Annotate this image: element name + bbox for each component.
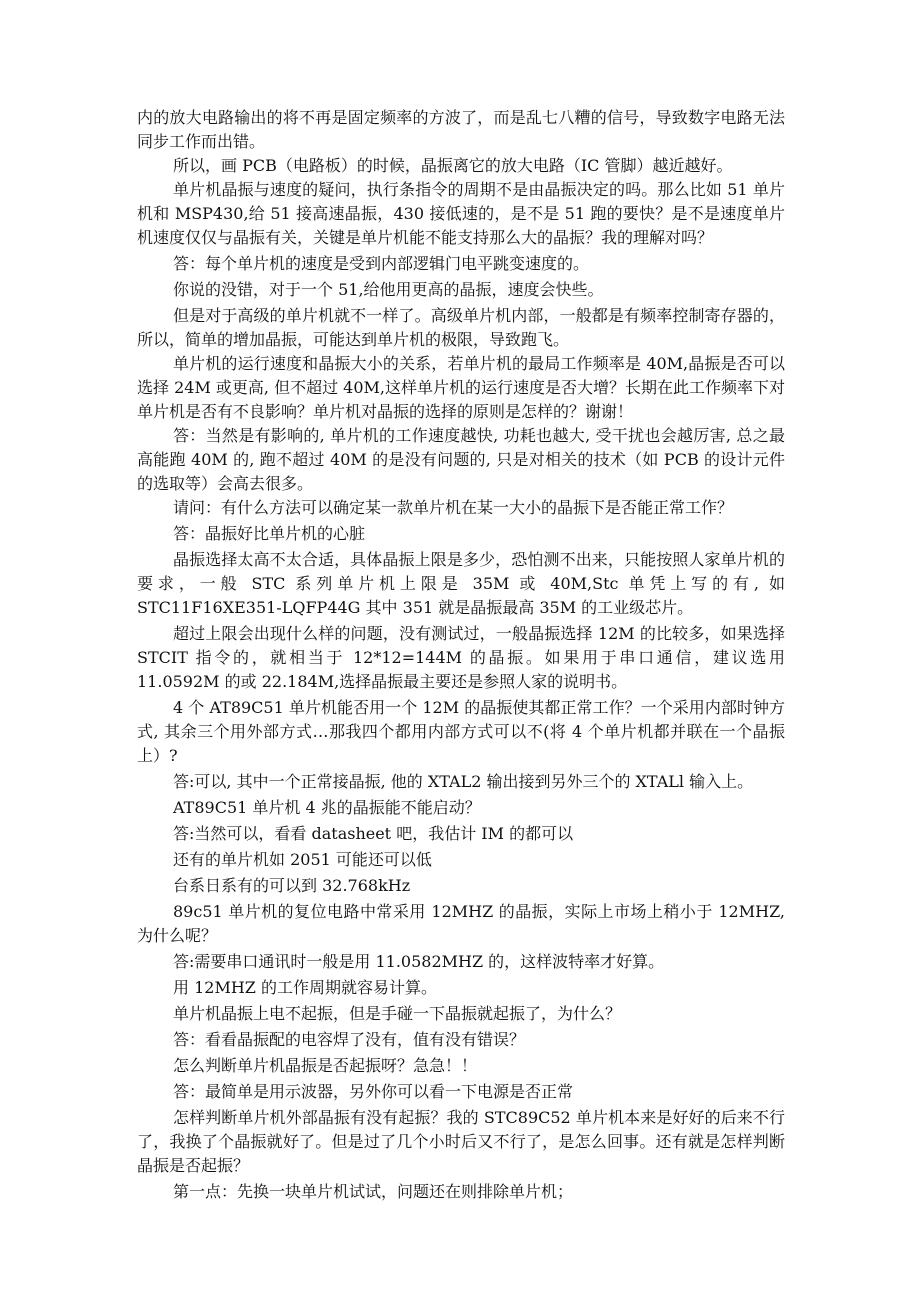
paragraph-6: 但是对于高级的单片机就不一样了。高级单片机内部，一般都是有频率控制寄存器的，所以，简单的增加晶振，可能达到单片机的极限，导致跑飞。 <box>137 306 785 349</box>
paragraph-4: 答：每个单片机的速度是受到内部逻辑门电平跳变速度的。 <box>173 254 590 273</box>
paragraph-13: 4 个 AT89C51 单片机能否用一个 12M 的晶振使其都正常工作？一个采用内部时钟方式, 其余三个用外部方式…那我四个都用内部方式可以不(将 4 个单片机都并联在一个晶振上）? <box>137 698 785 765</box>
paragraph-19: 89c51 单片机的复位电路中常采用 12MHZ 的晶振，实际上市场上稍小于 12MHZ,为什么呢？ <box>137 902 785 945</box>
paragraph-3: 单片机晶振与速度的疑问，执行条指令的周期不是由晶振决定的吗。那么比如 51 单片机和 MSP430,给 51 接高速晶振，430 接低速的，是不是 51 跑的要快？是不是速度单片机速度仅仅与晶振有关，关键是单片机能不能支持那么大的晶振？我的理解对吗？ <box>137 180 785 247</box>
paragraph-12: 超过上限会出现什么样的问题，没有测试过，一般晶振选择 12M 的比较多，如果选择 STCIT 指令的，就相当于 12*12=144M 的晶振。如果用于串口通信，建议选用 11.0592M 的或 22.184M,选择晶振最主要还是参照人家的说明书。 <box>137 624 785 691</box>
paragraph-15: AT89C51 单片机 4 兆的晶振能不能启动？ <box>173 798 481 817</box>
paragraph-1: 内的放大电路输出的将不再是固定频率的方波了，而是乱七八糟的信号，导致数字电路无法同步工作而出错。 <box>137 108 785 151</box>
paragraph-25: 答：最简单是用示波器，另外你可以看一下电源是否正常 <box>173 1082 574 1101</box>
paragraph-10: 答：晶振好比单片机的心脏 <box>173 524 366 543</box>
paragraph-9: 请问：有什么方法可以确定某一款单片机在某一大小的晶振下是否能正常工作？ <box>173 498 734 517</box>
paragraph-27: 第一点：先换一块单片机试试，问题还在则排除单片机； <box>173 1182 574 1201</box>
paragraph-14: 答:可以, 其中一个正常接晶振, 他的 XTAL2 输出接到另外三个的 XTALl 输入上。 <box>173 772 754 791</box>
paragraph-23: 答：看看晶振配的电容焊了没有，值有没有错误？ <box>173 1030 526 1049</box>
paragraph-11: 晶振选择太高不太合适，具体晶振上限是多少，恐怕测不出来，只能按照人家单片机的要求，一般 STC 系列单片机上限是 35M 或 40M,Stc 单凭上写的有, 如 STC11F16XE351-LQFP44G 其中 351 就是晶振最高 35M 的工业级芯片。 <box>137 550 785 617</box>
document-body <box>137 106 785 1204</box>
paragraph-5: 你说的没错，对于一个 51,给他用更高的晶振，速度会快些。 <box>173 280 604 299</box>
paragraph-22: 单片机晶振上电不起振，但是手碰一下晶振就起振了，为什么？ <box>173 1004 622 1023</box>
paragraph-8: 答：当然是有影响的, 单片机的工作速度越快, 功耗也越大, 受干扰也会越厉害, 总之最高能跑 40M 的, 跑不超过 40M 的是没有问题的, 只是对相关的技术（如 PCB 的设计元件的选取等）会高去很多。 <box>137 426 785 493</box>
paragraph-16: 答:当然可以，看看 datasheet 吧，我估计 IM 的都可以 <box>173 824 574 843</box>
paragraph-17: 还有的单片机如 2051 可能还可以低 <box>173 850 432 869</box>
paragraph-24: 怎么判断单片机晶振是否起振呀？急急！！ <box>173 1056 478 1075</box>
paragraph-21: 用 12MHZ 的工作周期就容易计算。 <box>173 978 437 997</box>
paragraph-7: 单片机的运行速度和晶振大小的关系，若单片机的最局工作频率是 40M,晶振是否可以选择 24M 或更高, 但不超过 40M,这样单片机的运行速度是否大增？长期在此工作频率下对单片机是否有不良影响？单片机对晶振的选择的原则是怎样的？谢谢！ <box>137 354 786 421</box>
paragraph-18: 台系日系有的可以到 32.768kHz <box>173 876 411 895</box>
paragraph-26: 怎样判断单片机外部晶振有没有起振？我的 STC89C52 单片机本来是好好的后来不行了，我换了个晶振就好了。但是过了几个小时后又不行了，是怎么回事。还有就是怎样判断晶振是否起振？ <box>137 1108 785 1175</box>
paragraph-20: 答:需要串口通讯时一般是用 11.0582MHZ 的，这样波特率才好算。 <box>173 952 665 971</box>
paragraph-2: 所以，画 PCB（电路板）的时候，晶振离它的放大电路（IC 管脚）越近越好。 <box>173 156 733 175</box>
